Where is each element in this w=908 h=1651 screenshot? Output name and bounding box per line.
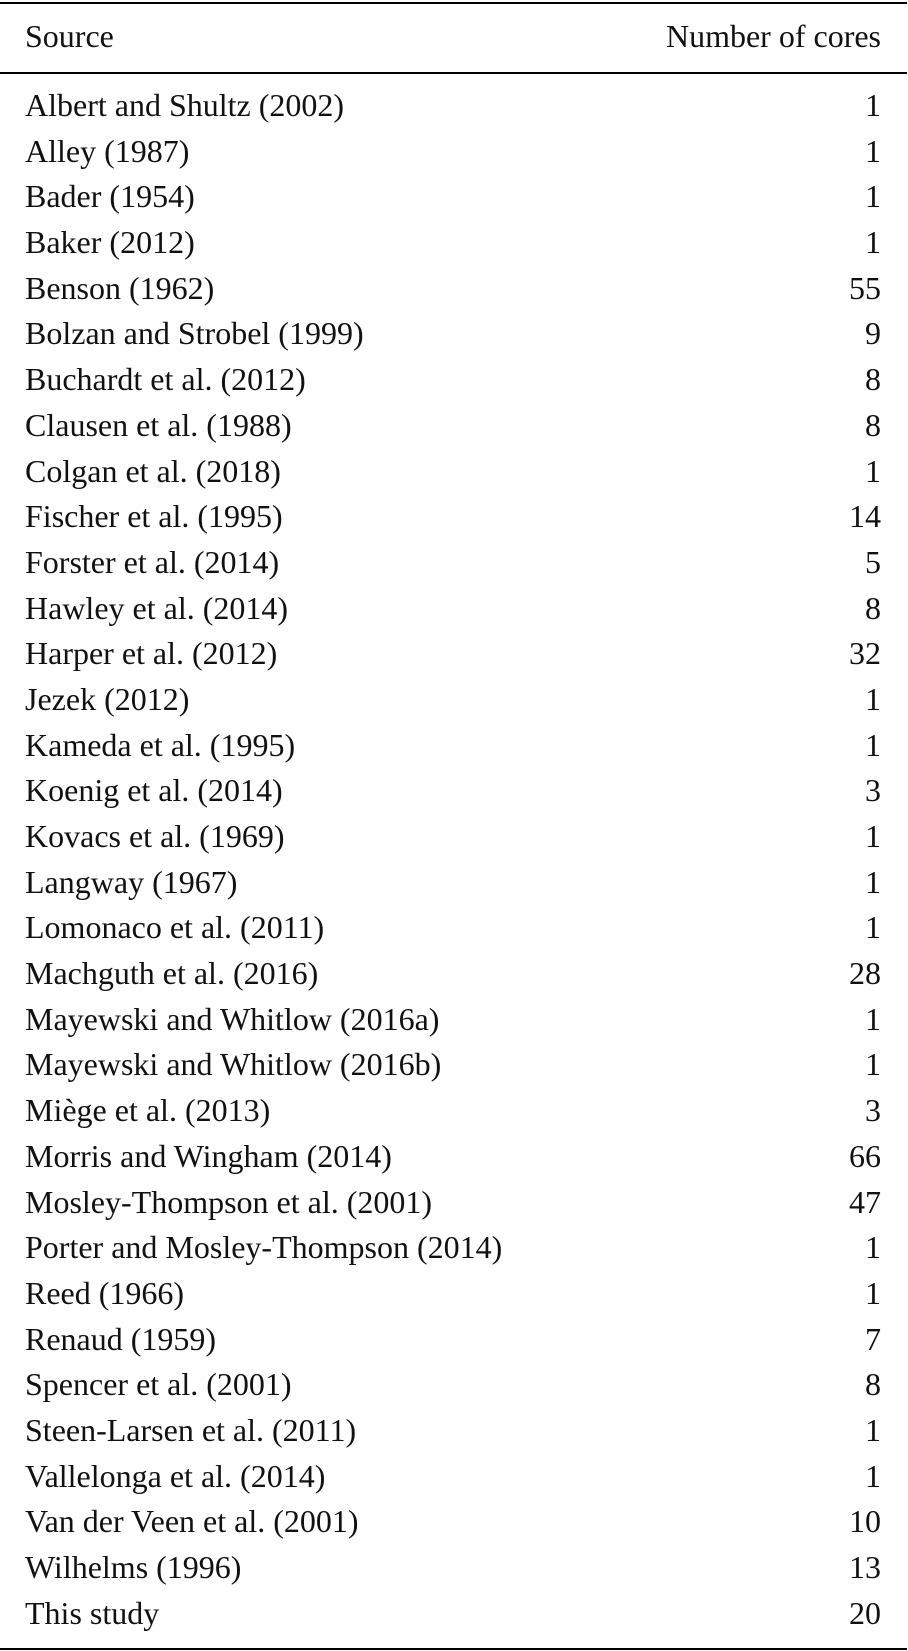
table-row <box>0 1545 908 1591</box>
table-row <box>0 814 908 860</box>
cores-count-cell: 8 <box>865 406 881 443</box>
table-row <box>0 1088 908 1134</box>
table-row <box>0 83 908 129</box>
cores-count-cell: 9 <box>865 315 881 352</box>
table-row <box>0 1042 908 1088</box>
cores-count-cell: 1 <box>865 452 881 489</box>
source-cell: Baker (2012) <box>25 224 195 261</box>
table-header-row <box>0 4 908 72</box>
table-row <box>0 174 908 220</box>
source-cell: This study <box>25 1594 160 1631</box>
source-cell: Machguth et al. (2016) <box>25 955 319 992</box>
cores-count-cell: 55 <box>849 269 881 306</box>
cores-count-cell: 1 <box>865 909 881 946</box>
cores-count-cell: 7 <box>865 1320 881 1357</box>
table-row <box>0 449 908 495</box>
cores-count-cell: 5 <box>865 543 881 580</box>
source-cell: Van der Veen et al. (2001) <box>25 1503 359 1540</box>
source-cell: Vallelonga et al. (2014) <box>25 1457 326 1494</box>
cores-count-cell: 8 <box>865 361 881 398</box>
cores-count-cell: 8 <box>865 589 881 626</box>
table-row <box>0 1499 908 1545</box>
table-row <box>0 905 908 951</box>
table-row <box>0 1454 908 1500</box>
table-row <box>0 1134 908 1180</box>
table-row <box>0 1271 908 1317</box>
table-row <box>0 220 908 266</box>
source-cell: Kovacs et al. (1969) <box>25 818 285 854</box>
table-row <box>0 951 908 997</box>
table-header-rule <box>0 72 907 74</box>
source-cell: Miège et al. (2013) <box>25 1092 271 1129</box>
source-cell: Mayewski and Whitlow (2016b) <box>25 1046 442 1083</box>
cores-count-cell: 1 <box>865 1411 881 1448</box>
source-cell: Fischer et al. (1995) <box>25 498 283 535</box>
source-cell: Bolzan and Strobel (1999) <box>25 315 364 352</box>
cores-count-cell: 1 <box>865 1046 881 1083</box>
table-row <box>0 403 908 449</box>
cores-count-cell: 32 <box>849 635 881 672</box>
table-row <box>0 860 908 906</box>
source-cell: Bader (1954) <box>25 178 195 215</box>
source-cell: Langway (1967) <box>25 863 238 900</box>
source-cell: Colgan et al. (2018) <box>25 452 281 489</box>
cores-count-cell: 1 <box>865 863 881 900</box>
table-row <box>0 311 908 357</box>
source-cell: Kameda et al. (1995) <box>25 726 296 763</box>
source-cell: Renaud (1959) <box>25 1320 217 1357</box>
table-row <box>0 1317 908 1363</box>
table-row <box>0 586 908 632</box>
cores-count-cell: 3 <box>865 1092 881 1129</box>
source-cell: Lomonaco et al. (2011) <box>25 909 325 946</box>
table-row <box>0 1180 908 1226</box>
table-row <box>0 540 908 586</box>
cores-count-cell: 1 <box>865 1457 881 1494</box>
cores-count-cell: 1 <box>865 87 881 123</box>
cores-count-cell: 1 <box>865 1000 881 1037</box>
table-row <box>0 357 908 403</box>
cores-count-cell: 1 <box>865 818 881 854</box>
table-row <box>0 1362 908 1408</box>
cores-count-cell: 66 <box>849 1137 881 1174</box>
cores-count-cell: 8 <box>865 1366 881 1403</box>
cores-count-cell: 13 <box>849 1549 881 1585</box>
cores-count-cell: 10 <box>849 1503 881 1540</box>
cores-count-cell: 1 <box>865 132 881 169</box>
table-bottom-rule <box>0 1648 907 1650</box>
source-cell: Reed (1966) <box>25 1274 185 1311</box>
cores-count-cell: 14 <box>849 498 881 535</box>
table-body <box>0 83 908 1639</box>
source-cell: Wilhelms (1996) <box>25 1549 242 1585</box>
cores-count-cell: 1 <box>865 680 881 717</box>
header-number-of-cores: Number of cores <box>665 18 881 54</box>
source-cell: Harper et al. (2012) <box>25 635 278 672</box>
table-row <box>0 723 908 769</box>
source-cell: Mayewski and Whitlow (2016a) <box>25 1000 440 1037</box>
source-cell: Forster et al. (2014) <box>25 543 280 580</box>
cores-count-cell: 1 <box>865 1274 881 1311</box>
source-cell: Mosley-Thompson et al. (2001) <box>25 1183 433 1220</box>
source-cell: Morris and Wingham (2014) <box>25 1137 392 1174</box>
source-cell: Clausen et al. (1988) <box>25 406 292 443</box>
table-row <box>0 768 908 814</box>
table-row <box>0 494 908 540</box>
table-row <box>0 677 908 723</box>
source-cell: Steen-Larsen et al. (2011) <box>25 1411 357 1448</box>
source-cell: Alley (1987) <box>25 132 190 169</box>
table-row <box>0 997 908 1043</box>
source-cell: Jezek (2012) <box>25 680 190 717</box>
cores-count-cell: 1 <box>865 1229 881 1266</box>
table-row <box>0 631 908 677</box>
table-row <box>0 1225 908 1271</box>
source-cell: Koenig et al. (2014) <box>25 772 283 809</box>
source-cell: Spencer et al. (2001) <box>25 1366 292 1403</box>
cores-count-cell: 1 <box>865 726 881 763</box>
header-source: Source <box>25 18 114 54</box>
source-cell: Porter and Mosley-Thompson (2014) <box>25 1229 503 1266</box>
table-row <box>0 129 908 175</box>
cores-count-cell: 3 <box>865 772 881 809</box>
cores-count-cell: 20 <box>849 1594 881 1631</box>
table-row <box>0 1591 908 1637</box>
source-cell: Benson (1962) <box>25 269 215 306</box>
source-cell: Hawley et al. (2014) <box>25 589 289 626</box>
source-cell: Albert and Shultz (2002) <box>25 87 345 123</box>
cores-count-cell: 1 <box>865 224 881 261</box>
cores-count-cell: 1 <box>865 178 881 215</box>
table-row <box>0 1408 908 1454</box>
cores-count-cell: 28 <box>849 955 881 992</box>
table-row <box>0 266 908 312</box>
cores-count-cell: 47 <box>849 1183 881 1220</box>
source-cell: Buchardt et al. (2012) <box>25 361 306 398</box>
